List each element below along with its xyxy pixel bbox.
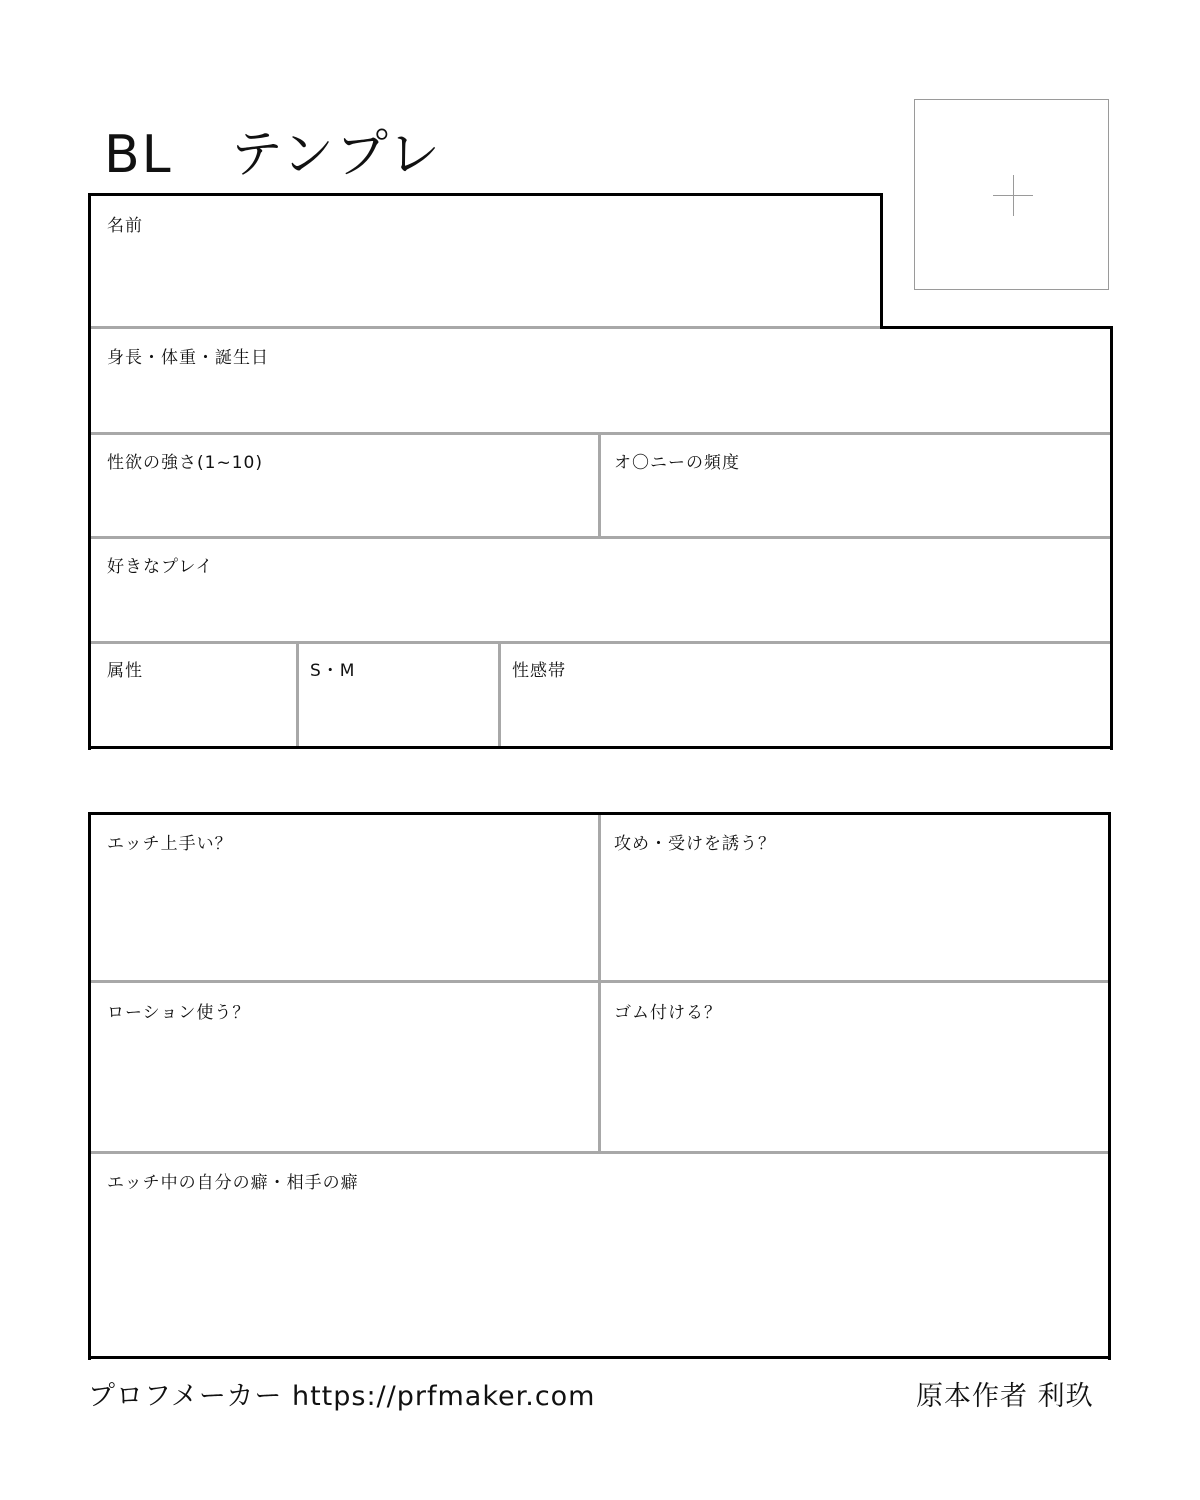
divider (91, 326, 880, 329)
section1-top-border (88, 193, 883, 196)
footer-author: 原本作者 利玖 (916, 1381, 1094, 1412)
favorite-play-label: 好きなプレイ (107, 557, 214, 577)
use-lotion-label: ローション使う？ (107, 1003, 251, 1023)
attribute-label: 属性 (107, 661, 143, 681)
name-label: 名前 (107, 216, 143, 236)
title-part1: BL (104, 125, 173, 185)
frequency-label: オ〇ニーの頻度 (614, 453, 740, 473)
use-condom-label: ゴム付ける？ (614, 1003, 722, 1023)
section1-step-border (880, 326, 1113, 329)
template-title (104, 112, 442, 187)
section2-left-border (88, 812, 91, 1360)
footer-credit-link[interactable]: プロフメーカー https://prfmaker.com (88, 1381, 596, 1412)
section1-left-border (88, 193, 91, 750)
name-right-border (880, 193, 883, 329)
divider (91, 1151, 1108, 1154)
photo-placeholder[interactable] (914, 99, 1109, 290)
section1-right-border (1110, 326, 1113, 750)
divider (91, 536, 1110, 539)
section1-bottom-border (88, 746, 1113, 749)
divider (598, 815, 601, 1151)
divider (498, 644, 501, 746)
height-weight-birthday-label: 身長・体重・誕生日 (107, 348, 269, 368)
divider (296, 644, 299, 746)
divider (598, 435, 601, 536)
good-at-sex-label: エッチ上手い？ (107, 834, 233, 854)
section2-bottom-border (88, 1356, 1111, 1359)
divider (91, 641, 1110, 644)
libido-label: 性欲の強さ(1~10) (107, 453, 263, 473)
who-invites-label: 攻め・受けを誘う？ (614, 834, 776, 854)
sm-label: S・M (310, 661, 356, 681)
title-part2: テンプレ (230, 125, 442, 185)
erogenous-zone-label: 性感帯 (512, 661, 566, 681)
section2-right-border (1108, 812, 1111, 1360)
habits-label: エッチ中の自分の癖・相手の癖 (107, 1173, 359, 1193)
plus-icon-vertical (1013, 175, 1014, 216)
